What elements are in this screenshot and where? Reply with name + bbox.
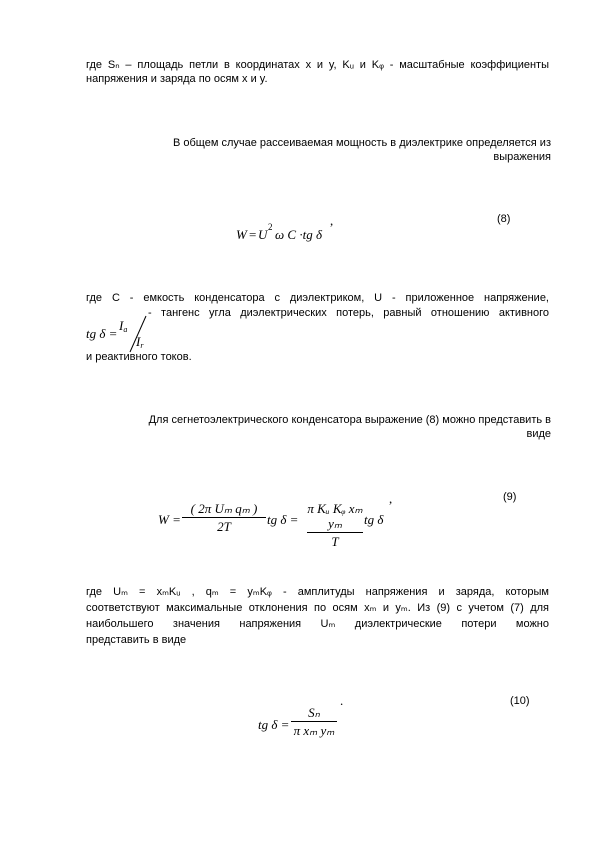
active-current-symbol: $I_a$ <box>119 318 128 334</box>
eq9-frac1-denominator: 2T <box>217 519 231 534</box>
eq10-lhs: tg δ = <box>258 717 290 732</box>
para2-line1: В общем случае рассеиваемая мощность в диэлектрике определяется из <box>172 137 551 149</box>
para4-line1: Для сегнетоэлектрического конденсатора выражение (8) можно представить в <box>148 414 551 426</box>
para5-line4: представить в виде <box>86 634 187 646</box>
eq8-equals: = <box>249 227 257 242</box>
eq9-fraction-2 <box>307 501 363 549</box>
eq8-comma: , <box>330 213 334 228</box>
eq10-numerator: Sₙ <box>308 705 320 720</box>
para5-line3: наибольшего значения напряжения Uₘ диэлектрические потери можно <box>86 618 549 630</box>
eq9-frac2-numerator: π Kᵤ Kᵩ xₘ yₘ <box>307 501 363 531</box>
eq9-fraction-1 <box>182 501 266 534</box>
para1-line2: напряжения и заряда по осям x и y. <box>86 73 268 85</box>
eq9-frac1-numerator: ( 2π Uₘ qₘ ) <box>190 501 258 516</box>
para3-line2: - тангенс угла диэлектрических потерь, равный отношению активного <box>148 307 549 319</box>
para3-line1: где C - емкость конденсатора с диэлектриком, U - приложенное напряжение, <box>86 292 549 304</box>
para1-line1: где Sₙ – площадь петли в координатах x и y, Kᵤ и Kᵩ - масштабные коэффициенты <box>86 59 549 71</box>
eq10-dot: . <box>340 693 344 708</box>
eq9-comma: , <box>389 491 393 506</box>
eq8-lhs: W <box>236 227 247 242</box>
tg-delta-label: tg δ = <box>86 326 118 341</box>
eq8-u: U <box>258 227 268 242</box>
equation-number-9: (9) <box>503 491 517 503</box>
eq8-rest: ω C ·tg δ <box>275 227 323 242</box>
eq9-mid: tg δ = <box>267 512 299 527</box>
equation-number-10: (10) <box>510 695 530 707</box>
eq8-power: 2 <box>268 222 273 232</box>
eq10-denominator: π xₘ yₘ <box>293 723 335 738</box>
reactive-current-symbol: $I_r$ <box>136 334 144 350</box>
para2-line2: выражения <box>493 151 551 163</box>
eq9-tail: tg δ <box>364 512 384 527</box>
equation-number-8: (8) <box>497 213 511 225</box>
para5-line2: соответствуют максимальные отклонения по осям xₘ и yₘ. Из (9) с учетом (7) для <box>86 602 549 614</box>
eq9-frac2-denominator: T <box>331 534 339 549</box>
para3-line3: и реактивного токов. <box>86 351 192 363</box>
para4-line2: виде <box>526 428 551 440</box>
para5-line1: где Uₘ = xₘKᵤ , qₘ = yₘKᵩ - амплитуды напряжения и заряда, которым <box>86 586 549 598</box>
eq10-fraction <box>291 705 337 738</box>
eq9-lhs: W = <box>158 512 181 527</box>
